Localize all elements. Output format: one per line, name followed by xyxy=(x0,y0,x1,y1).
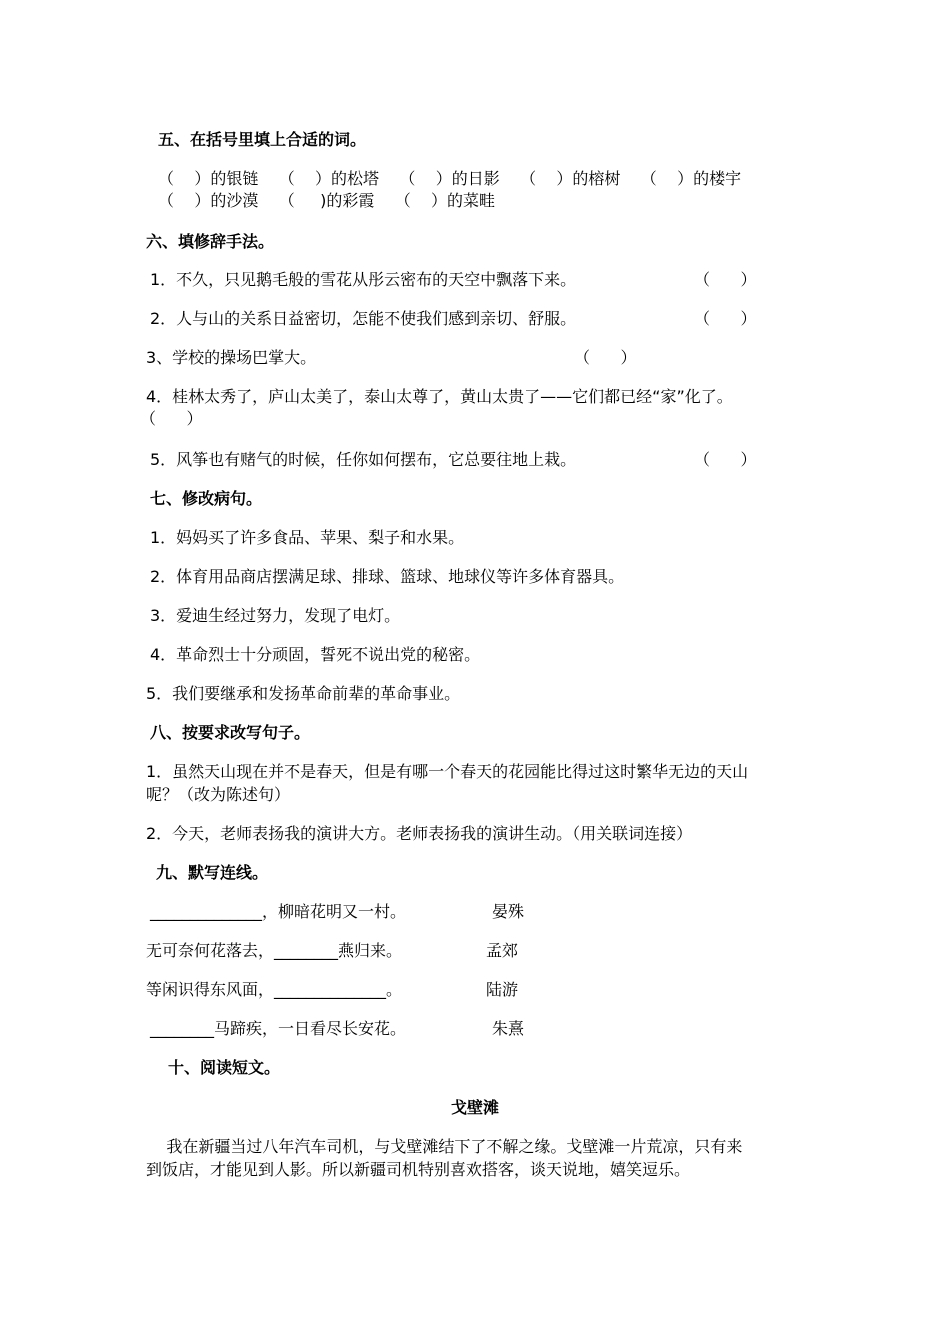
section-6-answer-blank-1: （ ） xyxy=(694,270,757,289)
section-6-heading: 六、填修辞手法。 xyxy=(146,232,275,251)
poet-1: 晏殊 xyxy=(492,902,525,921)
section-6-answer-blank-4: （ ） xyxy=(140,409,203,428)
section-6-answer-blank-5: （ ） xyxy=(694,450,757,469)
poem-line-4: ________马蹄疾，一日看尽长安花。 xyxy=(150,1019,407,1038)
passage-paragraph-line-2: 到饭店，才能见到人影。所以新疆司机特别喜欢搭客，谈天说地，嬉笑逗乐。 xyxy=(146,1160,691,1179)
section-6-question-4: 4．桂林太秀了，庐山太美了，泰山太尊了，黄山太贵了——它们都已经“家”化了。 xyxy=(146,387,733,406)
section-8-question-1-line-2: 呢？（改为陈述句） xyxy=(146,785,291,804)
section-6-question-5: 5．风筝也有赌气的时候，任你如何摆布，它总要往地上栽。 xyxy=(150,450,577,469)
section-6-answer-blank-2: （ ） xyxy=(694,309,757,328)
section-7-question-1: 1．妈妈买了许多食品、苹果、梨子和水果。 xyxy=(150,528,465,547)
section-9-heading: 九、默写连线。 xyxy=(156,863,269,882)
poem-line-1: ______________，柳暗花明又一村。 xyxy=(150,902,407,921)
section-5-heading: 五、在括号里填上合适的词。 xyxy=(158,130,367,149)
poet-4: 朱熹 xyxy=(492,1019,525,1038)
section-7-question-5: 5．我们要继承和发扬革命前辈的革命事业。 xyxy=(146,684,461,703)
section-6-question-3: 3、学校的操场巴掌大。 xyxy=(146,348,317,367)
section-5-row-1: （ ）的银链 （ ）的松塔 （ ）的日影 （ ）的榕树 （ ）的楼宇 xyxy=(158,169,742,188)
poem-line-3: 等闲识得东风面，______________。 xyxy=(146,980,403,999)
section-8-question-2: 2．今天，老师表扬我的演讲大方。老师表扬我的演讲生动。（用关联词连接） xyxy=(146,824,693,843)
poet-2: 孟郊 xyxy=(486,941,519,960)
section-7-question-3: 3．爱迪生经过努力，发现了电灯。 xyxy=(150,606,401,625)
passage-paragraph-line-1: 我在新疆当过八年汽车司机，与戈壁滩结下了不解之缘。戈壁滩一片荒凉，只有来 xyxy=(146,1137,743,1156)
poem-line-2: 无可奈何花落去，________燕归来。 xyxy=(146,941,403,960)
passage-title: 戈壁滩 xyxy=(450,1098,499,1117)
section-7-question-4: 4．革命烈士十分顽固，誓死不说出党的秘密。 xyxy=(150,645,481,664)
section-6-answer-blank-3: （ ） xyxy=(574,348,637,367)
section-7-heading: 七、修改病句。 xyxy=(150,489,263,508)
section-7-question-2: 2．体育用品商店摆满足球、排球、篮球、地球仪等许多体育器具。 xyxy=(150,567,625,586)
section-8-question-1-line-1: 1．虽然天山现在并不是春天，但是有哪一个春天的花园能比得过这时繁华无边的天山 xyxy=(146,762,749,781)
poet-3: 陆游 xyxy=(486,980,519,999)
section-6-question-1: 1．不久，只见鹅毛般的雪花从彤云密布的天空中飘落下来。 xyxy=(150,270,577,289)
section-8-heading: 八、按要求改写句子。 xyxy=(150,723,311,742)
section-10-heading: 十、阅读短文。 xyxy=(168,1058,281,1077)
section-5-row-2: （ ）的沙漠 （ )的彩霞 （ ）的菜畦 xyxy=(158,191,496,210)
section-6-question-2: 2．人与山的关系日益密切，怎能不使我们感到亲切、舒服。 xyxy=(150,309,577,328)
